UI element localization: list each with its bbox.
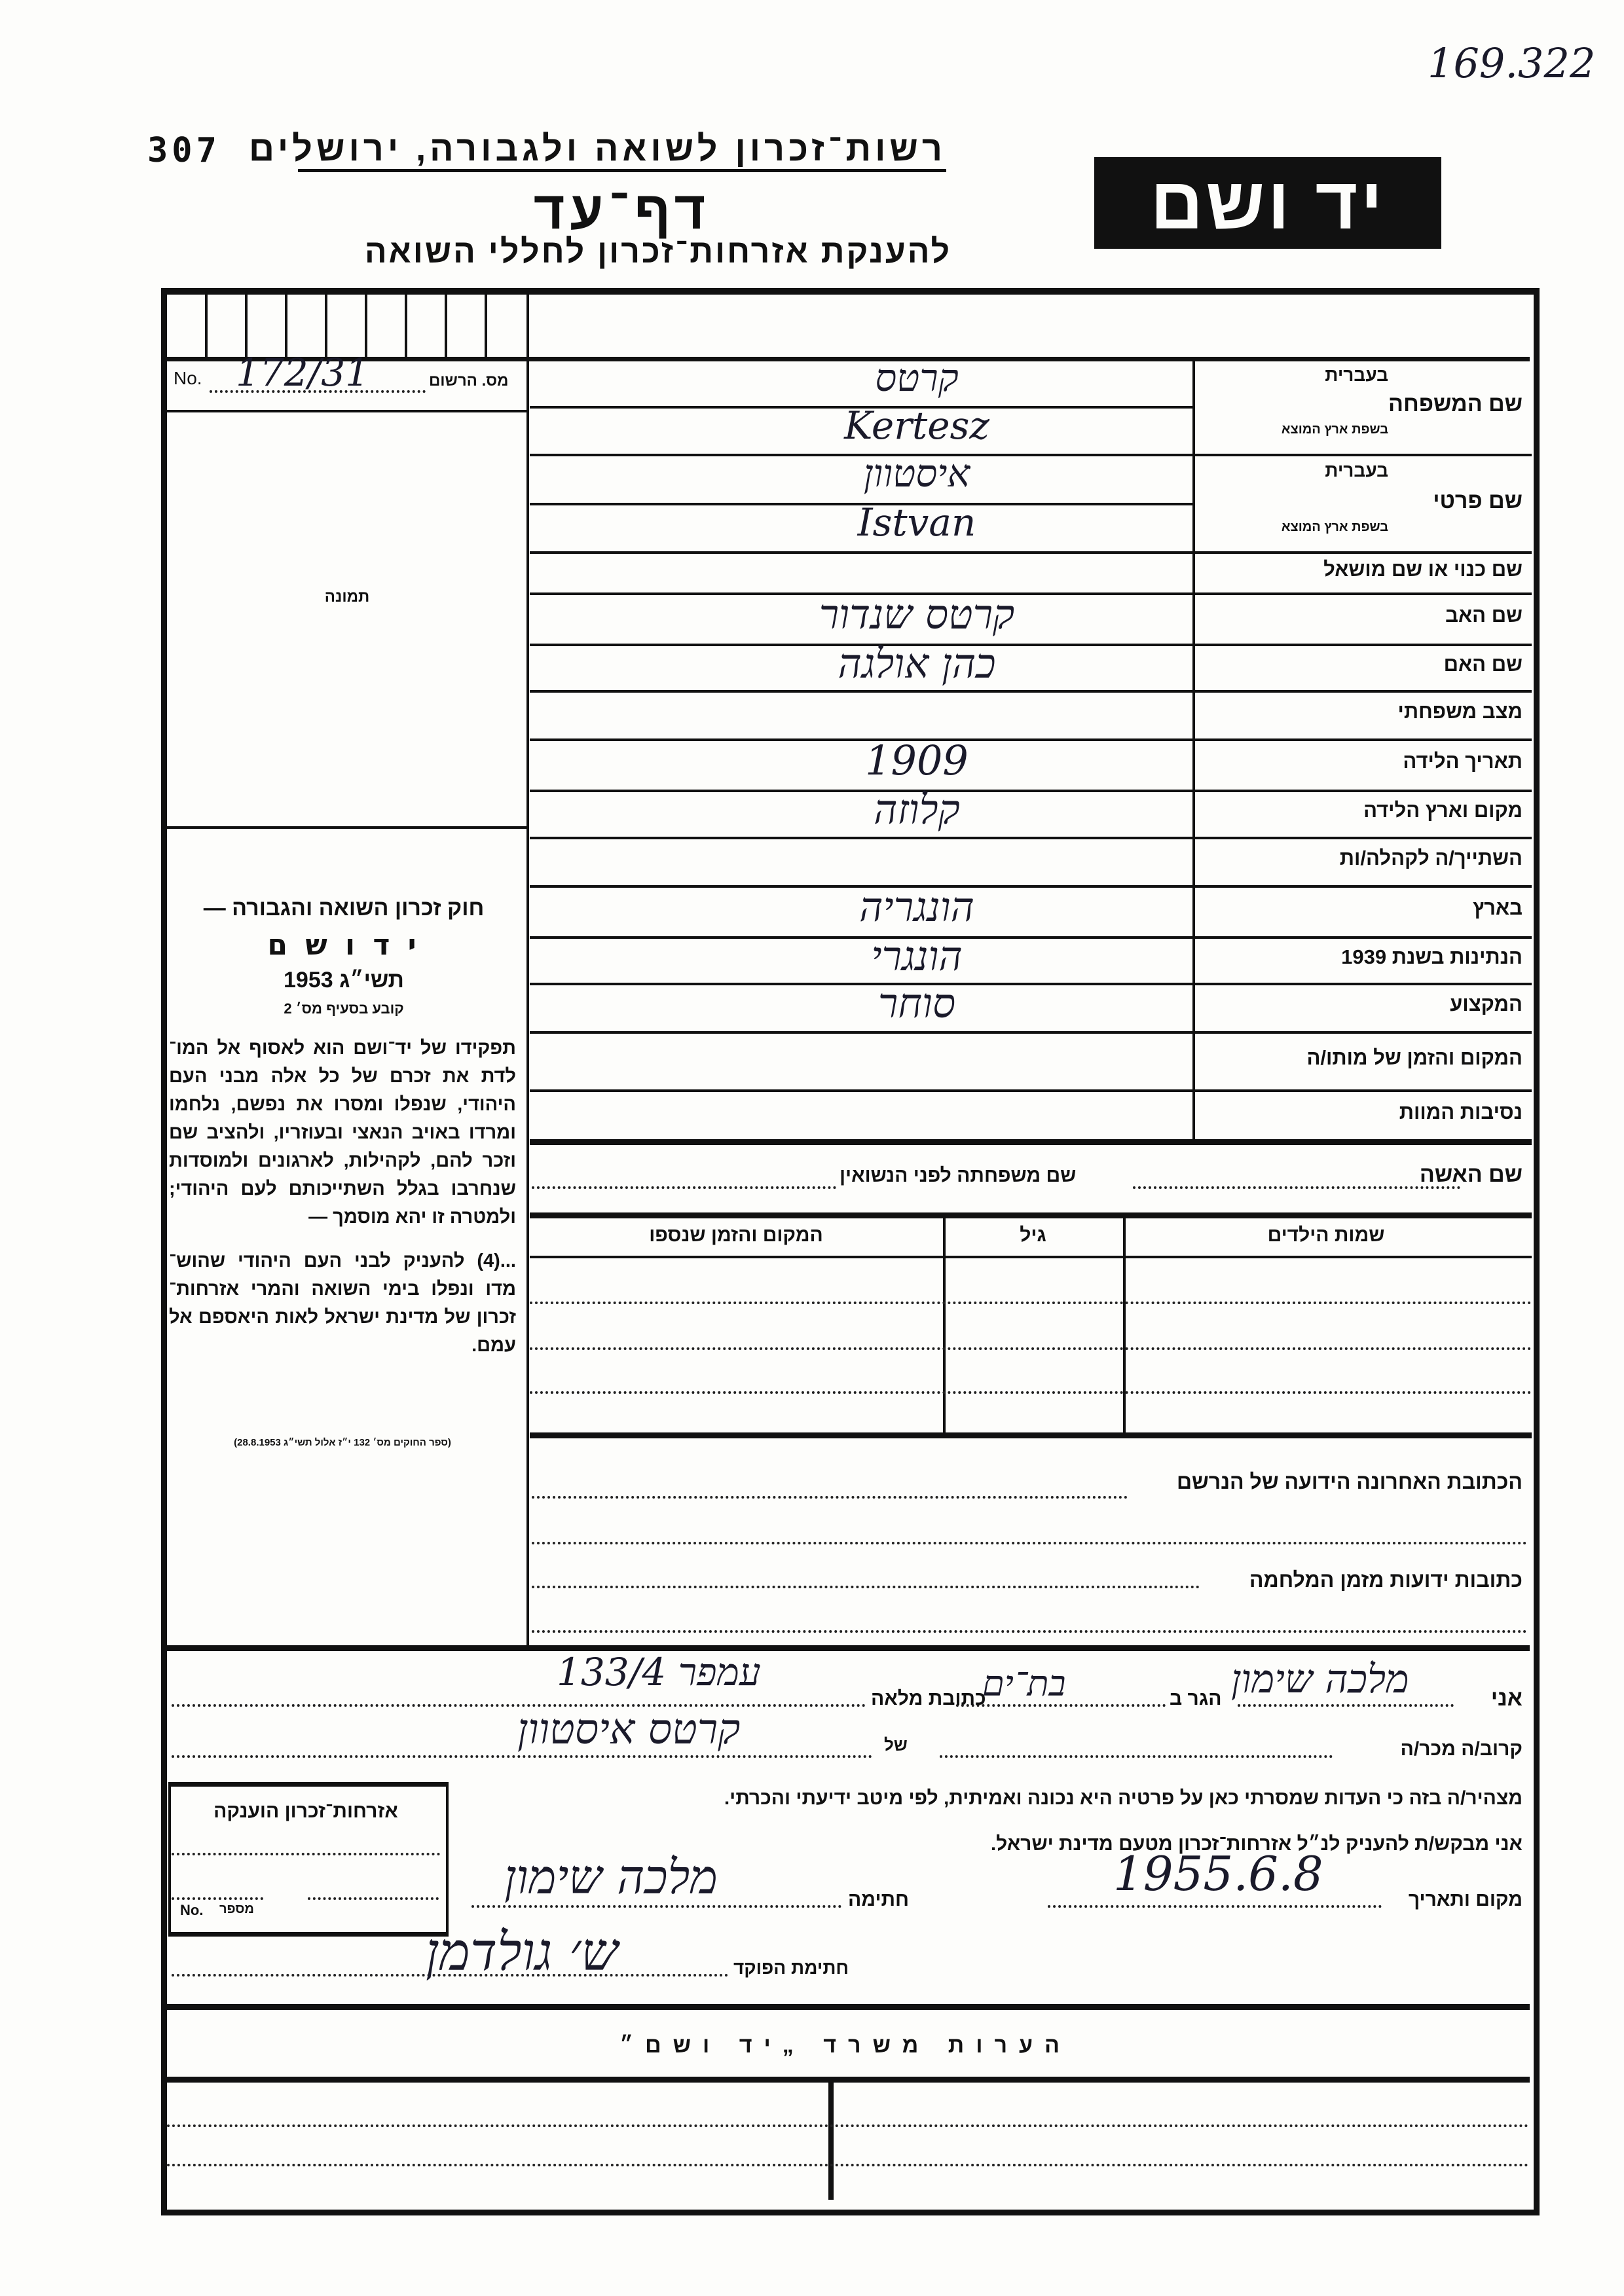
birth-date-value[interactable]: 1909 — [865, 737, 969, 784]
logo-text: יד ושם — [1150, 162, 1386, 244]
remarks-top-divider — [161, 2004, 1530, 2010]
photo-divider — [164, 826, 527, 829]
code-box-divider — [365, 291, 367, 357]
birth-place-value[interactable]: קלוזה — [874, 786, 960, 833]
nationality-1939-value[interactable]: הונגרי — [871, 932, 963, 980]
profession-divider — [530, 1031, 1532, 1034]
registration-no-label: No. — [174, 368, 202, 388]
profession-value[interactable]: סוחר — [877, 979, 956, 1027]
last-address-field[interactable] — [532, 1496, 1128, 1499]
code-box-divider — [485, 291, 487, 357]
official-signature-value: ש׳ גולדמן — [426, 1922, 618, 1982]
place-date-field[interactable] — [1048, 1905, 1382, 1908]
wife-maiden-label: שם משפחתה לפני הנשואין — [840, 1165, 1077, 1186]
children-names-header: שמות הילדים — [1267, 1224, 1385, 1246]
signature-field[interactable] — [471, 1905, 841, 1908]
place-date-label: מקום ותאריך — [1408, 1889, 1522, 1910]
relative-of-field[interactable] — [172, 1755, 872, 1758]
first-name-hebrew-value[interactable]: איסטוון — [863, 451, 970, 496]
addresses-top-divider — [530, 1432, 1532, 1438]
relative-label: קרוב/ה מכר/ה — [1400, 1738, 1522, 1760]
wife-maiden-field[interactable] — [532, 1186, 836, 1189]
signature-label: חתימה — [848, 1889, 910, 1910]
war-address-field-2[interactable] — [532, 1630, 1527, 1633]
children-top-divider — [530, 1212, 1532, 1218]
law-title: חוק זכרון השואה והגבורה — — [203, 896, 485, 920]
children-age-header: גיל — [1020, 1224, 1046, 1246]
community-label: השתייך/ה לקהלה/ות — [1339, 847, 1522, 869]
declaration-top-divider — [161, 1645, 1530, 1651]
declarant-value: מלכה שימון — [1231, 1656, 1409, 1702]
law-paragraph-2: ...(4) להעניק לבני העם היהודי שהוש־ מדו ונפלו בימי השואה והמרי אזרחות־ זכרון של מדינת ישראל לאות היאספם אל עמם. — [169, 1250, 516, 1356]
of-label: של — [884, 1735, 908, 1755]
registration-value[interactable]: 172/31 — [236, 350, 370, 395]
wife-name-field[interactable] — [1133, 1186, 1460, 1189]
remarks-title: הערות משרד „יד ושם״ — [619, 2033, 1072, 2058]
mother-name-divider — [530, 690, 1532, 693]
family-name-label: שם המשפחה — [1388, 392, 1522, 416]
photo-label: תמונה — [324, 588, 370, 606]
city-field[interactable] — [956, 1704, 1166, 1707]
grant-box-number-label: מספר — [219, 1902, 254, 1916]
code-box-divider — [285, 291, 287, 357]
grant-box-number-field-1[interactable] — [172, 1897, 263, 1900]
relative-of-value: קרטס איסטוון — [517, 1705, 741, 1754]
remarks-divider — [161, 2077, 1530, 2083]
country-value[interactable]: הונגריה — [859, 883, 974, 931]
grant-box-no-label: No. — [180, 1902, 204, 1918]
marital-status-label: מצב משפחתי — [1397, 700, 1522, 723]
address-label: כתובת מלאה — [871, 1688, 986, 1709]
mother-name-label: שם האם — [1443, 653, 1522, 676]
remarks-line-2[interactable] — [167, 2164, 1529, 2166]
birth-place-label: מקום וארץ הלידה — [1363, 799, 1522, 822]
first-name-origin-value[interactable]: Istvan — [857, 500, 976, 545]
relative-type-field[interactable] — [940, 1755, 1333, 1758]
registration-he-label: מס. הרשום — [429, 372, 509, 390]
family-name-origin-value[interactable]: Kertesz — [844, 403, 989, 448]
signature-value: מלכה שימון — [504, 1850, 718, 1904]
declaration-request: אני מבקש/ת להעניק לנ״ל אזרחות־זכרון מטעם מדינת ישראל. — [990, 1833, 1522, 1855]
wife-top-divider — [530, 1139, 1532, 1145]
law-name: י ד ו ש ם — [267, 928, 420, 962]
law-citation: (ספר החוקים מס׳ 132 י״ז אלול תשי״ג 28.8.1953) — [234, 1437, 451, 1448]
family-name-origin-label: בשפת ארץ המוצא — [1281, 422, 1388, 437]
code-box-divider — [445, 291, 447, 357]
declarant-field[interactable] — [1238, 1704, 1454, 1707]
nickname-label: שם כנוי או שם מושאל — [1323, 558, 1522, 581]
left-column-divider — [526, 288, 529, 1645]
children-row-3[interactable] — [530, 1391, 1532, 1394]
children-row-2[interactable] — [530, 1347, 1532, 1350]
father-name-value[interactable]: קרטס שנדור — [819, 591, 1015, 638]
nationality-1939-label: הנתינות בשנת 1939 — [1341, 945, 1522, 968]
family-name-hebrew-label: בעברית — [1325, 365, 1388, 385]
death-place-time-label: המקום והזמן של מותו/ה — [1306, 1046, 1522, 1069]
label-column-divider — [1192, 358, 1195, 1140]
law-section: קובע בסעיף מס׳ 2 — [284, 1000, 404, 1017]
war-address-label: כתובות ידועות מזמן המלחמה — [1249, 1568, 1522, 1592]
authority-name: רשות־זכרון לשואה ולגבורה, ירושלים — [298, 128, 946, 172]
place-date-value: 1955.6.8 — [1113, 1846, 1323, 1901]
law-paragraph-1: תפקידו של יד־ושם הוא לאסוף אל המו־ לדת את זכרם של כל אלה מבני העם היהודי, שנפלו ומסרו את נפשם, נלחמו ומרדו באויב הנאצי ובעוזריו, ולהציב שם וזכר להם, לקהילות, לארגונים ולמוסדות שנחרבו בגלל השתייכותם לעם היהודי; ולמטרה זו יהא מוסמך — — [169, 1038, 516, 1228]
grant-box-field[interactable] — [172, 1853, 440, 1855]
death-place-time-divider — [530, 1089, 1532, 1092]
code-box-divider — [405, 291, 407, 357]
last-address-label: הכתובת האחרונה הידועה של הנרשם — [1176, 1470, 1522, 1493]
declarant-label: אני — [1490, 1686, 1522, 1711]
form-title: דף־עד — [533, 181, 711, 240]
declaration-statement: מצהיר/ה בזה כי העדות שמסרתי כאן על פרטיה היא נכונה ואמיתית, לפי מיטב ידיעתי והכרתי. — [724, 1787, 1522, 1809]
father-name-label: שם האב — [1445, 604, 1522, 627]
grant-box-title: אזרחות־זכרון הוענקה — [213, 1800, 398, 1822]
grant-box-number-field-2[interactable] — [308, 1897, 439, 1900]
birth-place-divider — [530, 837, 1532, 839]
last-address-field-2[interactable] — [532, 1542, 1527, 1544]
birth-date-label: תאריך הלידה — [1403, 750, 1522, 773]
page-number: 307 — [147, 131, 221, 170]
children-row-1[interactable] — [530, 1302, 1532, 1304]
death-circumstances-label: נסיבות המוות — [1399, 1101, 1522, 1123]
city-value: בת־ים — [982, 1663, 1066, 1704]
war-address-field[interactable] — [532, 1586, 1200, 1588]
remarks-column-divider — [828, 2082, 834, 2200]
yad-vashem-logo — [1094, 157, 1441, 249]
resides-label: הגר ב — [1170, 1688, 1222, 1709]
country-label: בארץ — [1473, 896, 1522, 919]
address-value: עמפר 133/4 — [557, 1650, 761, 1694]
first-name-label: שם פרטי — [1433, 488, 1522, 513]
profession-label: המקצוע — [1450, 993, 1522, 1015]
first-name-origin-label: בשפת ארץ המוצא — [1281, 520, 1388, 534]
mother-name-value[interactable]: כהן אולגה — [838, 640, 996, 687]
remarks-line-1[interactable] — [167, 2124, 1529, 2127]
code-box-divider — [205, 291, 208, 357]
children-col-divider-1 — [943, 1216, 946, 1432]
law-year: תשי״ג 1953 — [284, 968, 404, 993]
form-subtitle: להענקת אזרחות־זכרון לחללי השואה — [364, 233, 952, 270]
official-signature-label: חתימת הפוקד — [733, 1958, 849, 1978]
registration-divider — [167, 410, 527, 412]
children-col-divider-2 — [1123, 1216, 1126, 1432]
children-header-divider — [530, 1256, 1532, 1258]
first-name-hebrew-label: בעברית — [1325, 460, 1388, 481]
children-place-header: המקום והזמן שנספו — [649, 1224, 823, 1246]
wife-name-label: שם האשה — [1419, 1162, 1522, 1187]
code-box-divider — [245, 291, 248, 357]
archive-number: 169.322 — [1428, 39, 1596, 87]
code-box-divider — [325, 291, 327, 357]
family-name-hebrew-value[interactable]: קרטס — [875, 355, 959, 400]
first-name-divider — [530, 551, 1532, 554]
